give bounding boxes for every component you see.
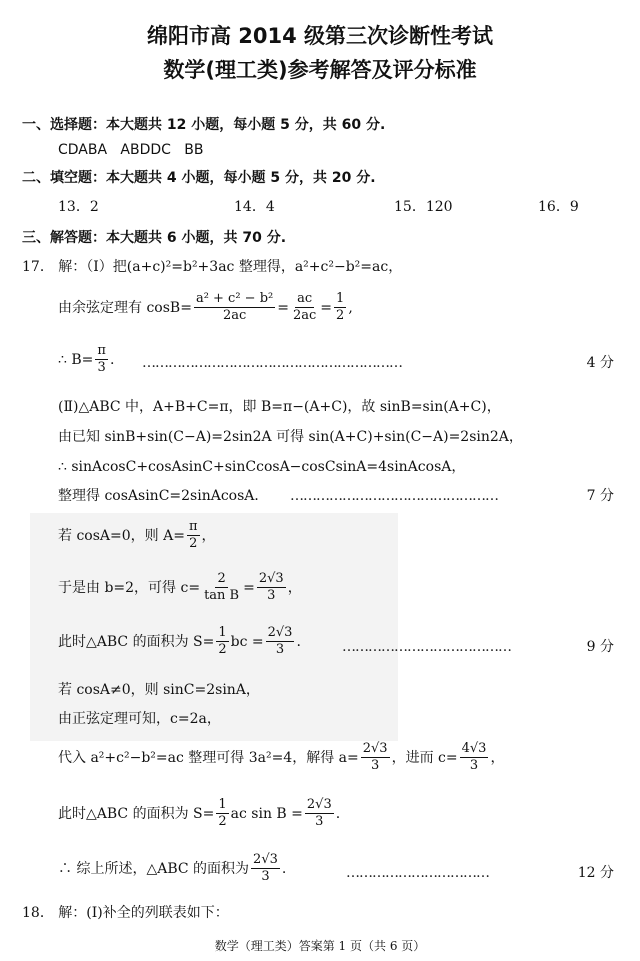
dot-leader: ………………………………………… (290, 488, 498, 504)
dot-leader: ………………………………… (342, 639, 511, 655)
section-solve-heading: 三、解答题：本大题共 6 小题，共 70 分. (22, 230, 287, 246)
score-4: 4 分 (586, 355, 614, 371)
score-9: 9 分 (586, 639, 614, 655)
q17-conclusion: ∴ 综上所述，△ABC 的面积为 $\frac{2√3}{3}$ . (58, 852, 287, 885)
fraction: $\frac{\text{a² + c² − b²}}{2ac}$ (195, 291, 274, 324)
doc-title: 绵阳市高 2014 级第三次诊断性考试 (146, 24, 494, 48)
q17-side-c: 于是由 b=2，可得 c= $\frac{2}{\text{tan B}}$ = $\frac{2√3}{3}$ ， (58, 571, 302, 604)
q17-part2-line-1: (Ⅱ)△ABC 中，A+B+C=π，即 B=π−(A+C)，故 sinB=sin(A+C)， (58, 399, 501, 415)
fraction: $\frac{1}{2}$ (336, 291, 345, 324)
q17-area-1: 此时△ABC 的面积为 S= $\frac{1}{2}$ bc = $\frac{2√3}{3}$ . (58, 625, 301, 658)
dot-leader: …………………………… (346, 865, 489, 881)
answer-16: 16．9 (538, 199, 579, 215)
q17-angle-b: ∴ B= $\frac{\pi}{3}$ . (58, 343, 115, 376)
score-12: 12 分 (577, 865, 614, 881)
q17-case-cosA-nonzero: 若 cosA≠0，则 sinC=2sinA， (58, 682, 260, 698)
page-footer: 数学（理工类）答案第 1 页（共 6 页） (214, 939, 426, 953)
choice-answers: CDABA ABDDC BB (58, 142, 204, 158)
q17-sine-rule: 由正弦定理可知，c=2a， (58, 711, 221, 727)
q17-solve-a-c: 代入 a²+c²−b²=ac 整理可得 3a²=4，解得 a= $\frac{2√3}{3}$ ，进而 c= $\frac{4√3}{3}$ ， (58, 741, 505, 774)
q17-area-2: 此时△ABC 的面积为 S= $\frac{1}{2}$ ac sin B = $\frac{2√3}{3}$ . (58, 797, 341, 830)
score-7: 7 分 (586, 488, 614, 504)
q17-line-1: 17． 解：（Ⅰ）把(a+c)²=b²+3ac 整理得，a²+c²−b²=ac， (22, 259, 403, 275)
q17-cosine-rule: 由余弦定理有 cosB= $\frac{\text{a² + c² − b²}}{2ac}$ = $\frac{ac}{2ac}$ = $\frac{1}{2}$ , (58, 291, 353, 324)
fraction: $\frac{ac}{2ac}$ (292, 291, 317, 324)
doc-subtitle: 数学(理工类)参考解答及评分标准 (163, 58, 477, 82)
dot-leader: …………………………………………………… (142, 355, 402, 371)
q17-part2-line-2: 由已知 sinB+sin(C−A)=2sin2A 可得 sin(A+C)+sin(C−A)=2sin2A， (58, 429, 523, 445)
q17-case-cosA-zero: 若 cosA=0，则 A= $\frac{\pi}{2}$ ， (58, 519, 216, 552)
q18-line-1: 18． 解：(Ⅰ)补全的列联表如下： (22, 905, 229, 921)
answer-14: 14．4 (234, 199, 275, 215)
q17-part2-line-4: 整理得 cosAsinC=2sinAcosA． (58, 488, 269, 504)
section-fill-heading: 二、填空题：本大题共 4 小题，每小题 5 分，共 20 分. (22, 170, 376, 186)
text: 由余弦定理有 cosB= (58, 299, 192, 316)
q17-part2-line-3: ∴ sinAcosC+cosAsinC+sinCcosA−cosCsinA=4sinAcosA， (58, 459, 466, 475)
section-choice-heading: 一、选择题：本大题共 12 小题，每小题 5 分，共 60 分. (22, 117, 386, 133)
answer-15: 15．120 (394, 199, 453, 215)
answer-13: 13．2 (58, 199, 99, 215)
